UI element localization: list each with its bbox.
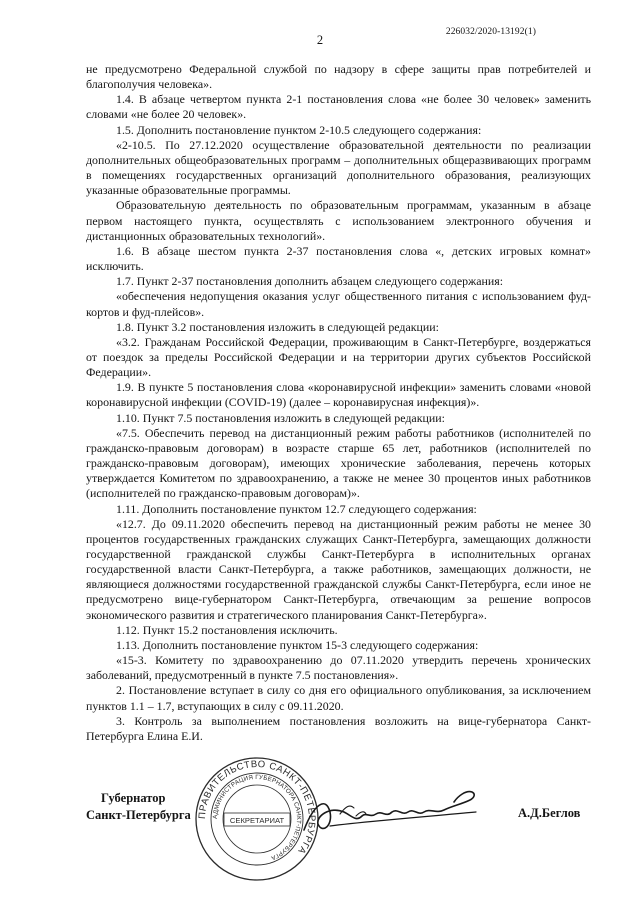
signatory-title-line1: Губернатор — [101, 791, 166, 805]
signatory-title — [86, 790, 191, 824]
paragraph: «12.7. До 09.11.2020 обеспечить перевод на дистанционный режим работы не менее 30 процентов государственных гражданских служащих Санкт-Петербурга, замещающих должности государственной гражданской службы Санкт-Петербурга в исполнительных органах государственной власти Санкт-Петербурга, а также работников, замещающих должности, не являющиеся должностями государственной гражданской службы Санкт-Петербурга, если иное не предусмотрено вице-губернатором Санкт-Петербурга, отвечающим за решение вопросов экономического развития и стратегического планирования Санкт-Петербурга». — [86, 516, 591, 622]
paragraph: 1.11. Дополнить постановление пунктом 12.7 следующего содержания: — [116, 501, 477, 516]
paragraph: 1.8. Пункт 3.2 постановления изложить в следующей редакции: — [116, 319, 439, 334]
paragraph: 1.12. Пункт 15.2 постановления исключить. — [116, 622, 338, 637]
paragraph: «2-10.5. По 27.12.2020 осуществление образовательной деятельности по реализации дополнительных общеобразовательных программ – дополнительных общеразвивающих программ в помещениях государственных организаций дополнительного образования, реализующих указанные образовательные программы. — [86, 137, 591, 198]
handwritten-signature — [300, 782, 480, 852]
paragraph: 1.9. В пункте 5 постановления слова «коронавирусной инфекции» заменить словами «новой коронавирусной инфекции (COVID-19) (далее – коронавирусная инфекция)». — [86, 380, 591, 410]
paragraph: «7.5. Обеспечить перевод на дистанционный режим работы работников (исполнителей по гражданско-правовым договорам) в возрасте старше 65 лет, работников (исполнителей по гражданско-правовым договорам), имеющих хронические заболевания, перечень которых утверждается Комитетом по здравоохранению, а также не менее 30 процентов иных работников (исполнителей по гражданско-правовым договорам)». — [86, 425, 591, 501]
paragraph: 1.13. Дополнить постановление пунктом 15-3 следующего содержания: — [116, 637, 479, 652]
paragraph: не предусмотрено Федеральной службой по надзору в сфере защиты прав потребителей и благополучия человека». — [86, 62, 591, 92]
paragraph: 1.6. В абзаце шестом пункта 2-37 постановления слова «, детских игровых комнат» исключить. — [86, 243, 591, 274]
paragraph: 1.10. Пункт 7.5 постановления изложить в следующей редакции: — [116, 410, 445, 425]
paragraph: 1.5. Дополнить постановление пунктом 2-10.5 следующего содержания: — [116, 122, 482, 137]
paragraph: 1.7. Пункт 2-37 постановления дополнить абзацем следующего содержания: — [116, 274, 504, 289]
stamp-outer-text: ПРАВИТЕЛЬСТВО САНКТ-ПЕТЕРБУРГА — [196, 758, 318, 857]
paragraph: 3. Контроль за выполнением постановления возложить на вице-губернатора Санкт-Петербурга Елина Е.И. — [86, 713, 591, 743]
document-body — [86, 62, 591, 744]
document-number: 226032/2020-13192(1) — [445, 27, 536, 37]
stamp-inner-text: АДМИНИСТРАЦИЯ ГУБЕРНАТОРА САНКТ-ПЕТЕРБУРГА — [211, 773, 303, 862]
paragraph: «3.2. Гражданам Российской Федерации, проживающим в Санкт-Петербурге, воздержаться от поездок за пределы Российской Федерации и на территории других субъектов Российской Федерации». — [86, 334, 591, 380]
page-number: 2 — [316, 33, 324, 47]
paragraph: 2. Постановление вступает в силу со дня его официального опубликования, за исключением пунктов 1.1 – 1.7, вступающих в силу с 09.11.2020. — [86, 683, 591, 713]
paragraph: 1.4. В абзаце четвертом пункта 2-1 постановления слова «не более 30 человек» заменить словами «не более 20 человек». — [86, 92, 591, 122]
paragraph: «15-3. Комитету по здравоохранению до 07.11.2020 утвердить перечень хронических заболеваний, предусмотренный в пункте 7.5 постановления». — [86, 653, 591, 683]
paragraph: Образовательную деятельность по образовательным программам, указанным в абзаце первом настоящего пункта, осуществлять с использованием электронного обучения и дистанционных образовательных технологий». — [86, 198, 591, 243]
signatory-name: А.Д.Беглов — [518, 806, 581, 820]
stamp-center-text: СЕКРЕТАРИАТ — [229, 816, 285, 825]
signatory-title-line2: Санкт-Петербурга — [86, 808, 191, 822]
paragraph: «обеспечения недопущения оказания услуг общественного питания с использованием фуд-кортов и фуд-плейсов». — [86, 289, 591, 319]
